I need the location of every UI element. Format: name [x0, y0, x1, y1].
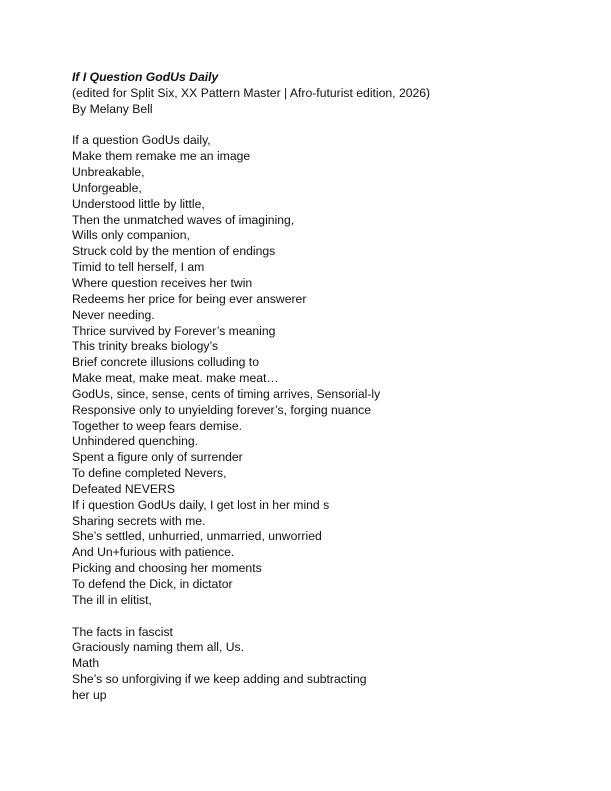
poem-line: GodUs, since, sense, cents of timing arrives, Sensorial-ly — [72, 386, 381, 401]
poem-line: This trinity breaks biology’s — [72, 339, 219, 354]
header-spacer — [72, 118, 572, 134]
poem-line: Make them remake me an image — [72, 149, 251, 164]
poem-line: Redeems her price for being ever answerer — [72, 291, 307, 306]
poem-line: She’s settled, unhurried, unmarried, unworried — [72, 529, 322, 544]
document-body — [72, 70, 572, 704]
poem-line: Where question receives her twin — [72, 275, 253, 290]
poem-line: The facts in fascist — [72, 624, 173, 639]
poem-line: Spent a figure only of surrender — [72, 450, 243, 465]
poem-line: To define completed Nevers, — [72, 466, 227, 481]
poem-line: Make meat, make meat. make meat… — [72, 371, 279, 386]
stanza-break — [72, 609, 572, 625]
poem-line: And Un+furious with patience. — [72, 545, 235, 560]
poem-line: Graciously naming them all, Us. — [72, 640, 245, 655]
poem-line: Math — [72, 656, 100, 671]
poem-line: If a question GodUs daily, — [72, 133, 211, 148]
stanza-2 — [72, 625, 572, 704]
stanza-1 — [72, 133, 572, 608]
poem-line: If i question GodUs daily, I get lost in her mind s — [72, 497, 330, 512]
poem-line: Unhindered quenching. — [72, 434, 199, 449]
poem-line: Brief concrete illusions colluding to — [72, 355, 259, 370]
poem-line: Sharing secrets with me. — [72, 513, 206, 528]
poem-subtitle: (edited for Split Six, XX Pattern Master | Afro-futurist edition, 2026) — [72, 85, 431, 100]
poem-line: Picking and choosing her moments — [72, 561, 262, 576]
poem-line: Struck cold by the mention of endings — [72, 244, 276, 259]
poem-line: her up — [72, 687, 107, 702]
poem-title: If I Question GodUs Daily — [72, 70, 219, 84]
poem-line: Together to weep fears demise. — [72, 418, 243, 433]
poem-line: The ill in elitist, — [72, 592, 152, 607]
poem-line: To defend the Dick, in dictator — [72, 577, 233, 591]
poem-line: Responsive only to unyielding forever’s, forging nuance — [72, 402, 372, 417]
poem-line: Thrice survived by Forever’s meaning — [72, 323, 276, 338]
poem-text — [72, 133, 572, 703]
poem-line: Unforgeable, — [72, 180, 142, 195]
poem-line: Understood little by little, — [72, 196, 205, 211]
poem-line: Timid to tell herself, I am — [72, 260, 205, 275]
poem-line: She’s so unforgiving if we keep adding and subtracting — [72, 672, 367, 687]
poem-line: Never needing. — [72, 307, 155, 322]
poem-author: By Melany Bell — [72, 101, 153, 116]
poem-line: Then the unmatched waves of imagining, — [72, 212, 295, 227]
poem-line: Defeated NEVERS — [72, 481, 175, 496]
poem-line: Wills only companion, — [72, 228, 190, 243]
poem-line: Unbreakable, — [72, 165, 145, 180]
